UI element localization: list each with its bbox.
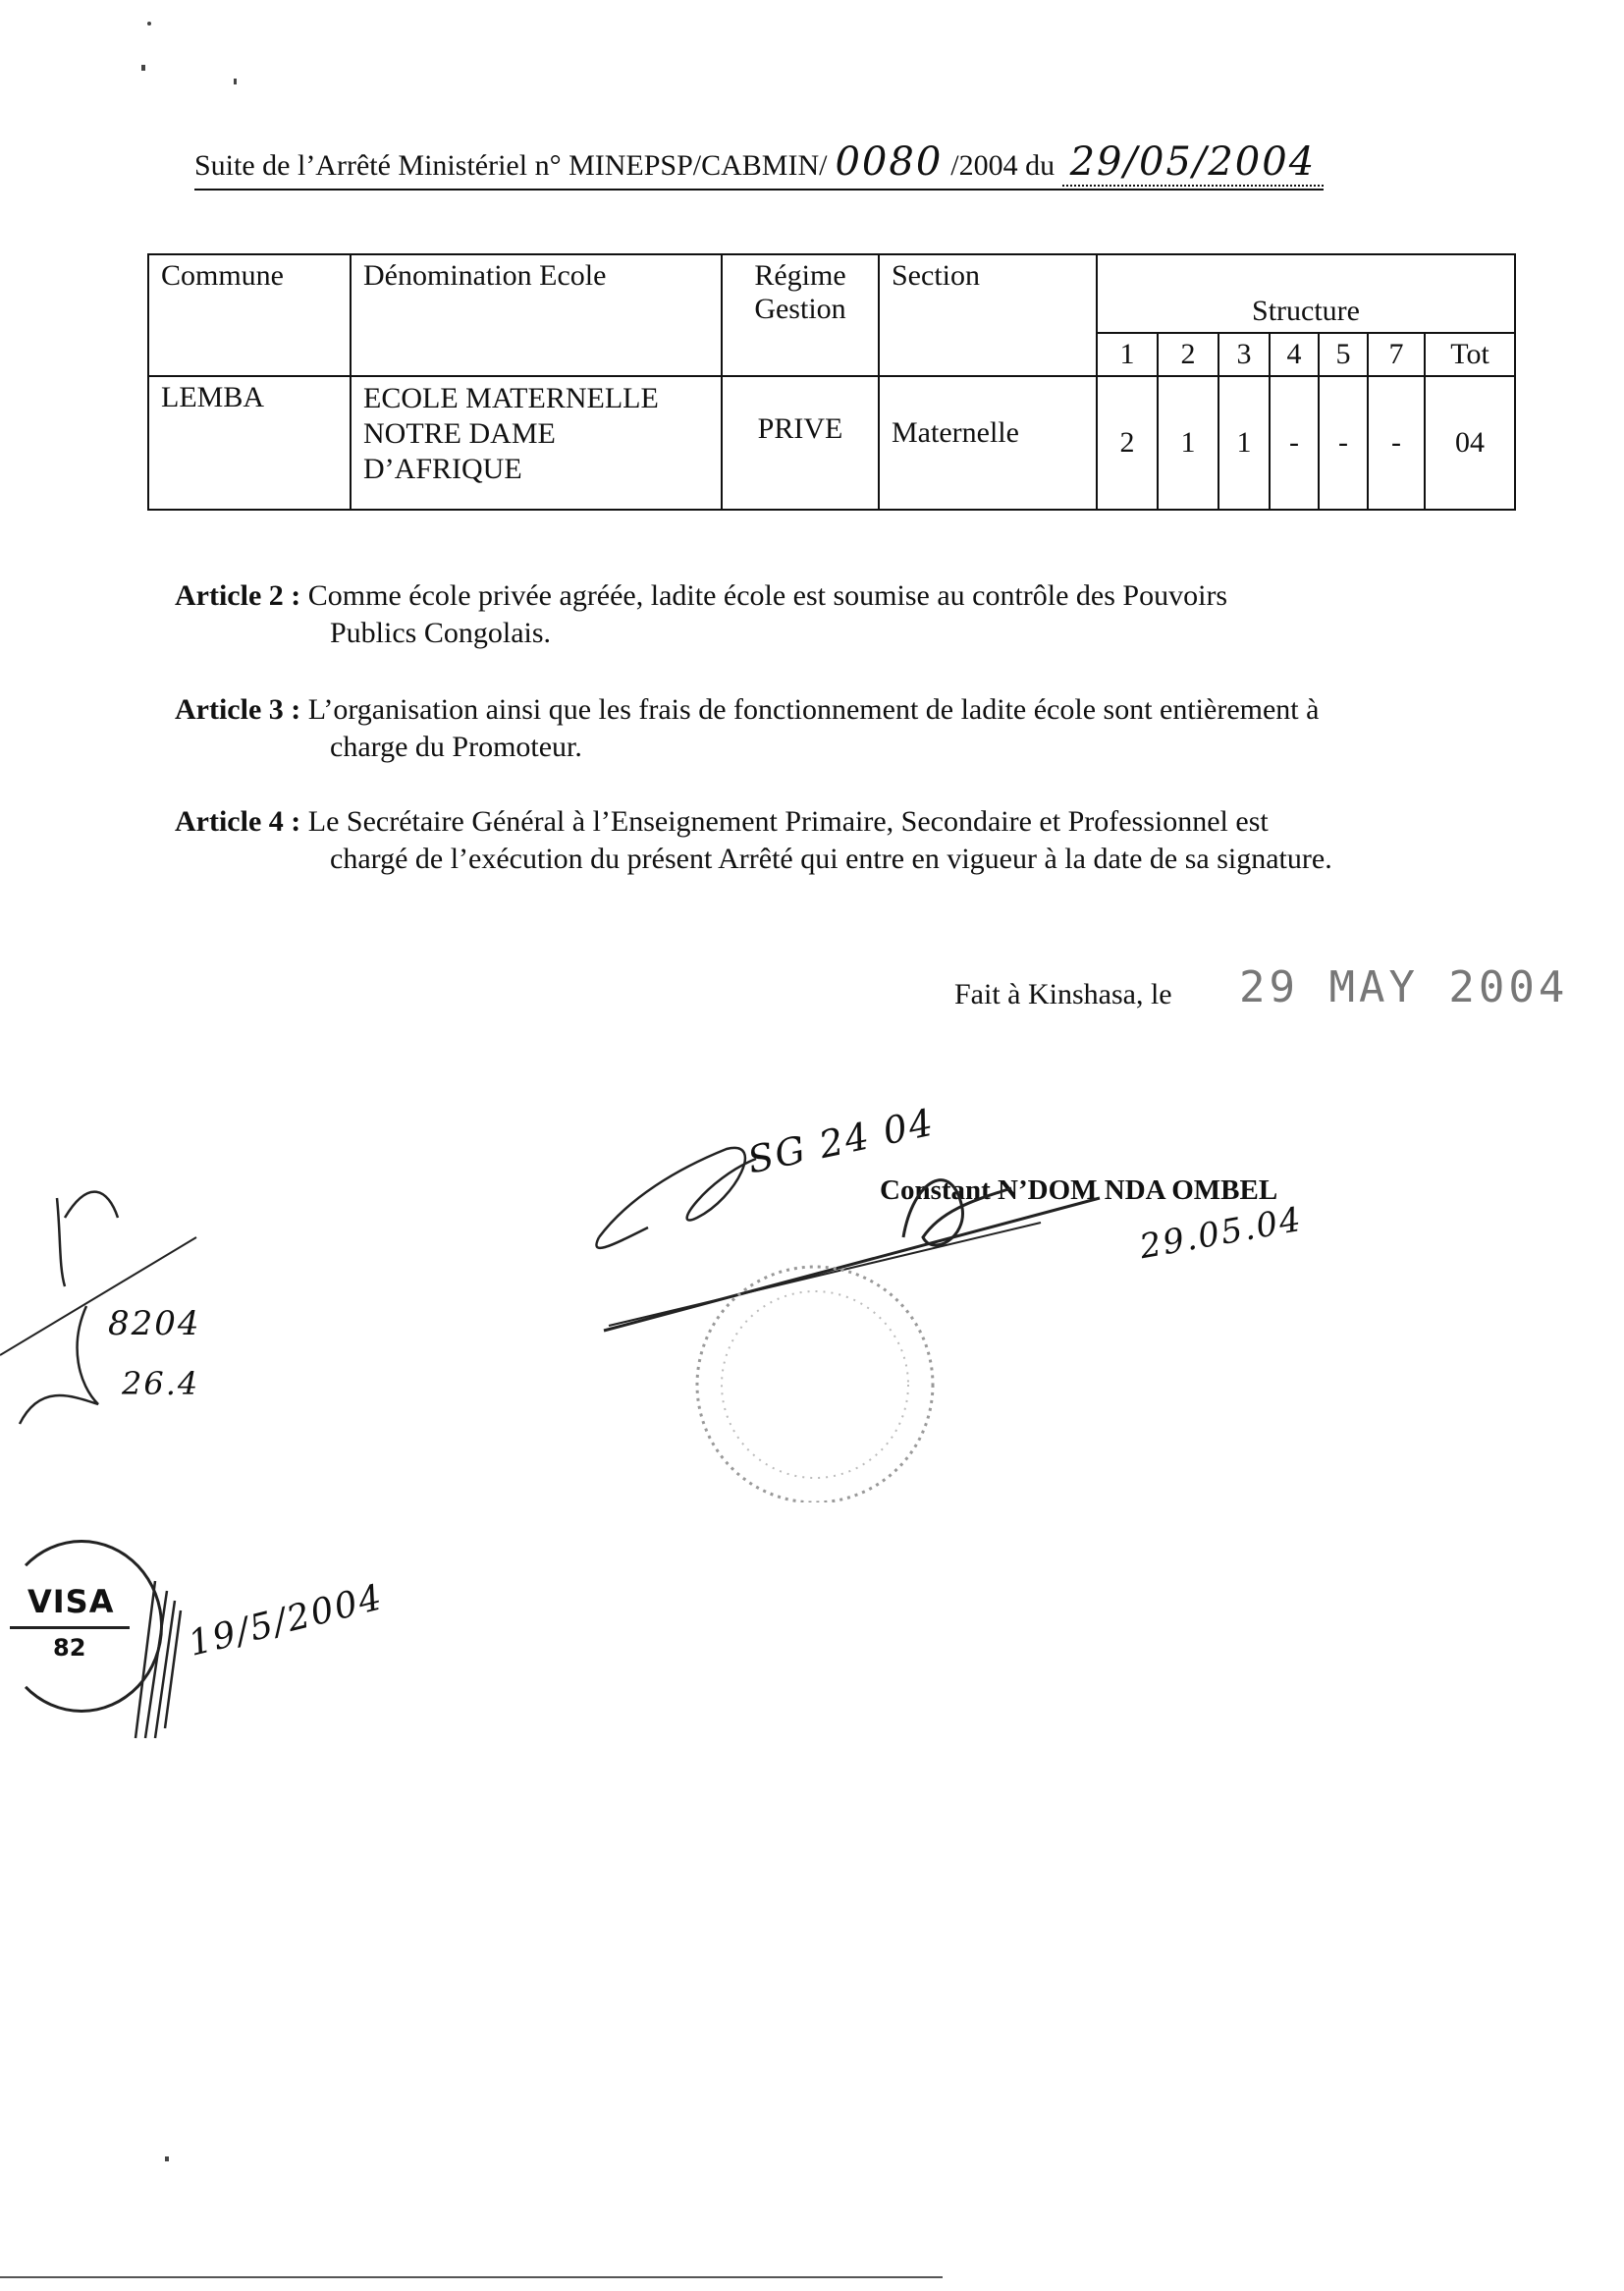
visa-handwritten-date: 19/5/2004 [185,1577,388,1664]
article-3 [175,691,1490,766]
scan-mark [234,79,237,84]
handwritten-decree-number: 0080 [835,139,944,185]
handwritten-sg-note: SG 24 04 [743,1100,939,1182]
school-table [147,253,1516,511]
signature-stroke [609,1223,1041,1326]
visa-stamp-label: VISA [27,1583,115,1620]
article-text: L’organisation ainsi que les frais de fonctionnement de ladite école sont entièrement à [307,693,1320,726]
article-label: Article 2 : [175,579,301,612]
article-label: Article 4 : [175,805,301,838]
official-seal-faint [722,1291,908,1478]
article-text-continued: Publics Congolais. [330,617,552,649]
handwritten-signature-date: 29.05.04 [1136,1199,1306,1268]
header-regime: Régime Gestion [722,254,879,376]
visa-initial-stroke [135,1581,181,1738]
structure-col-header: 3 [1218,333,1270,376]
visa-stamp-number: 82 [53,1634,86,1662]
decree-reference-line [194,139,1324,191]
article-text-continued: charge du Promoteur. [330,731,582,763]
article-label: Article 3 : [175,693,301,726]
article-text: Comme école privée agréée, ladite école est soumise au contrôle des Pouvoirs [307,579,1228,612]
scan-mark [165,2156,169,2161]
denomination-line: D’AFRIQUE [363,453,522,485]
header-denomination: Dénomination Ecole [351,254,722,376]
scan-bottom-edge [0,2276,943,2278]
visa-stamp-divider [10,1626,130,1629]
cell-denomination [351,376,722,510]
table-row [148,376,1515,510]
handwritten-decree-date: 29/05/2004 [1062,139,1325,187]
margin-annotation: 8204 [108,1304,201,1343]
cell-structure-total: 04 [1425,376,1515,510]
scan-mark [147,22,151,26]
signature-scribbles [589,1090,1375,1502]
signature-stroke [599,1148,756,1237]
article-4 [175,803,1490,878]
cell-structure: - [1368,376,1425,510]
signature-stroke [604,1198,1100,1331]
cell-section: Maternelle [879,376,1097,510]
article-2 [175,577,1490,652]
structure-col-header: 2 [1158,333,1218,376]
structure-col-header: 1 [1097,333,1158,376]
header-commune: Commune [148,254,351,376]
article-text: Le Secrétaire Général à l’Enseignement Primaire, Secondaire et Professionnel est [307,805,1269,838]
margin-stroke [20,1306,98,1424]
signatory-name: Constant N’DOM NDA OMBEL [880,1174,1278,1206]
structure-col-header: 7 [1368,333,1425,376]
cell-structure: - [1319,376,1368,510]
margin-annotation: 26.4 [122,1365,200,1402]
official-seal-faint [697,1267,933,1502]
table-header-row [148,254,1515,333]
date-stamp: 29 MAY 2004 [1239,962,1569,1012]
margin-stroke [57,1192,118,1286]
cell-structure: 2 [1097,376,1158,510]
structure-col-header: 4 [1270,333,1319,376]
article-text-continued: chargé de l’exécution du présent Arrêté qui entre en vigueur à la date de sa signature. [330,843,1332,875]
header-section: Section [879,254,1097,376]
structure-col-header: 5 [1319,333,1368,376]
denomination-line: NOTRE DAME [363,417,556,450]
decree-year: /2004 du [950,149,1056,182]
header-structure: Structure [1097,254,1515,333]
denomination-line: ECOLE MATERNELLE [363,382,659,414]
scan-mark [141,65,145,71]
cell-commune: LEMBA [148,376,351,510]
structure-col-header: Tot [1425,333,1515,376]
cell-regime: PRIVE [722,376,879,510]
cell-structure: - [1270,376,1319,510]
place-and-date-label: Fait à Kinshasa, le [954,978,1172,1010]
cell-structure: 1 [1158,376,1218,510]
cell-structure: 1 [1218,376,1270,510]
decree-prefix: Suite de l’Arrêté Ministériel n° MINEPSP/CABMIN/ [194,149,828,182]
visa-initials [116,1571,194,1748]
